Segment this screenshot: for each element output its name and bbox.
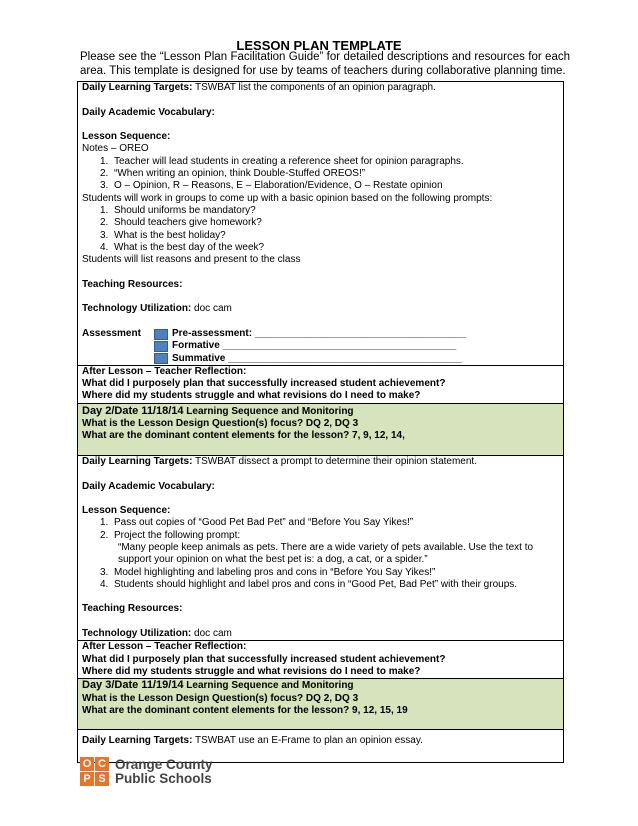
day1-sequence-label: Lesson Sequence: [82, 131, 171, 143]
list-item: 1. Should uniforms be mandatory? [100, 204, 256, 216]
day2-vocab-label: Daily Academic Vocabulary: [82, 480, 215, 492]
prompt-line: “Many people keep animals as pets. There are a wide variety of pets available. Use the text to [118, 541, 534, 553]
day1-reflection: After Lesson – Teacher Reflection: What did I purposely plan that successfully increased student achievement? Where did my students struggle and what revisions do I need to make? [78, 366, 563, 404]
ocps-logo-mark: O C P S [80, 757, 109, 786]
day1-notes-intro: Notes – OREO [82, 143, 149, 155]
day1-groups-intro: Students will work in groups to come up with a basic opinion based on the following prompts: [82, 192, 493, 204]
intro-line-1: Please see the “Lesson Plan Facilitation Guide” for detailed descriptions and resources for each [80, 51, 570, 63]
pre-assessment-checkbox[interactable] [154, 329, 168, 340]
prompt-line: support your opinion on what the best pet is: a dog, a cat, or a spider.” [118, 554, 428, 566]
day1-tech: Technology Utilization: doc cam [82, 303, 232, 315]
day3-header: Day 3/Date 11/19/14 Learning Sequence and Monitoring What is the Lesson Design Question(s) focus? DQ 2, DQ 3 What are the dominant content elements for the lesson? 9, 12, 15, 19 [78, 679, 563, 730]
day3-targets: Daily Learning Targets: TSWBAT use an E-Frame to plan an opinion essay. [82, 735, 423, 747]
list-item: 3. Model highlighting and labeling pros and cons in “Before You Say Yikes!” [100, 566, 436, 578]
pre-assessment-line: Pre-assessment: ______________________________________ [172, 327, 467, 339]
list-item: 2. Should teachers give homework? [100, 217, 262, 229]
day1-resources-label: Teaching Resources: [82, 278, 183, 290]
list-item: 2. “When writing an opinion, think Double-Stuffed OREOS!” [100, 168, 366, 180]
list-item: 3. O – Opinion, R – Reasons, E – Elaboration/Evidence, O – Restate opinion [100, 180, 443, 192]
ocps-logo-text: Orange County Public Schools [115, 756, 213, 786]
day1-targets: Daily Learning Targets: TSWBAT list the components of an opinion paragraph. [82, 82, 436, 93]
formative-line: Formative __________________________________________ [172, 340, 457, 352]
summative-checkbox[interactable] [154, 353, 168, 364]
day2-tech: Technology Utilization: doc cam [82, 628, 232, 640]
formative-checkbox[interactable] [154, 341, 168, 352]
day1-groups-outro: Students will list reasons and present to the class [82, 254, 301, 266]
lesson-plan-table [77, 81, 564, 763]
day2-sequence-label: Lesson Sequence: [82, 505, 171, 517]
summative-line: Summative __________________________________________ [172, 352, 462, 364]
day1-vocab-label: Daily Academic Vocabulary: [82, 106, 215, 118]
day2-targets: Daily Learning Targets: TSWBAT dissect a prompt to determine their opinion statement. [82, 455, 477, 467]
assessment-label: Assessment [82, 327, 141, 339]
assessment-checkboxes [154, 328, 168, 365]
list-item: 1. Pass out copies of “Good Pet Bad Pet” and “Before You Say Yikes!” [100, 517, 414, 529]
day2-resources-label: Teaching Resources: [82, 603, 183, 615]
ocps-logo [80, 757, 213, 786]
day2-header: Day 2/Date 11/18/14 Learning Sequence and Monitoring What is the Lesson Design Question(s) focus? DQ 2, DQ 3 What are the dominant content elements for the lesson? 7, 9, 12, 14, [78, 404, 563, 456]
day2-reflection: After Lesson – Teacher Reflection: What did I purposely plan that successfully increased student achievement? Where did my students struggle and what revisions do I need to make? [78, 641, 563, 679]
list-item: 2. Project the following prompt: [100, 529, 241, 541]
list-item: 4. What is the best day of the week? [100, 241, 265, 253]
list-item: 4. Students should highlight and label pros and cons in “Good Pet, Bad Pet” with their groups. [100, 578, 518, 590]
day2-body [78, 456, 563, 641]
day1-body [78, 82, 563, 366]
list-item: 1. Teacher will lead students in creating a reference sheet for opinion paragraphs. [100, 155, 464, 167]
page-title: LESSON PLAN TEMPLATE [236, 38, 402, 53]
list-item: 3. What is the best holiday? [100, 229, 226, 241]
intro-paragraph [80, 50, 570, 78]
assessment-block [82, 328, 560, 365]
intro-line-2: area. This template is designed for use by teams of teachers during collaborative planning time. [80, 65, 566, 77]
